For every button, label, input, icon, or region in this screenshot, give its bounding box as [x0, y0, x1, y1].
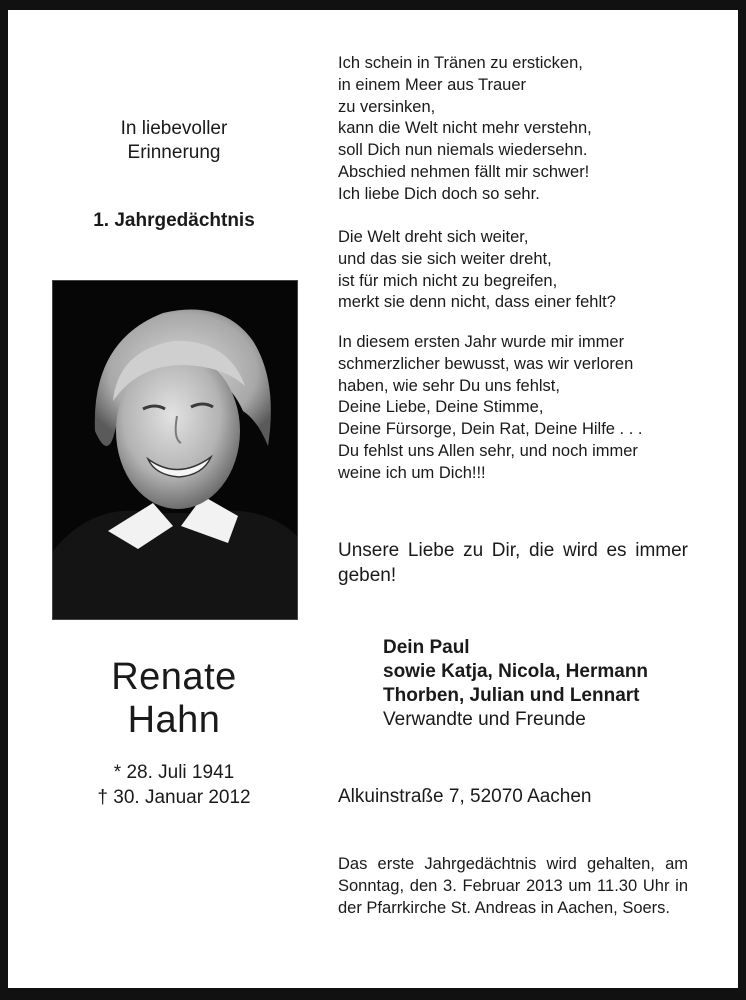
life-dates: [8, 760, 340, 810]
deceased-name: [8, 656, 340, 742]
intro-text: [8, 117, 340, 165]
anniversary-heading: 1. Jahrgedächtnis: [93, 210, 255, 231]
intro-line: Erinnerung: [127, 142, 221, 163]
signature-block: [383, 636, 713, 732]
poem-line: haben, wie sehr Du uns fehlst,: [338, 376, 560, 395]
intro-line: In liebevoller: [120, 118, 228, 139]
poem-stanza-2: [338, 227, 698, 314]
poem-line: merkt sie denn nicht, dass einer fehlt?: [338, 293, 616, 312]
poem-line: In diesem ersten Jahr wurde mir immer: [338, 333, 625, 351]
signature-relatives: Verwandte und Freunde: [383, 709, 586, 730]
signature-line: Dein Paul: [383, 637, 470, 658]
family-address: Alkuinstraße 7, 52070 Aachen: [338, 786, 592, 807]
poem-line: Deine Fürsorge, Dein Rat, Deine Hilfe . . .: [338, 420, 643, 439]
signature-line: sowie Katja, Nicola, Hermann: [383, 661, 649, 682]
poem-line: schmerzlicher bewusst, was wir verloren: [338, 354, 634, 373]
poem-stanza-1: [338, 53, 698, 206]
poem-line: Deine Liebe, Deine Stimme,: [338, 398, 544, 417]
poem-line: soll Dich nun niemals wiedersehn.: [338, 141, 588, 160]
poem-line: zu versinken,: [338, 97, 436, 116]
memorial-notice: Das erste Jahrgedächtnis wird gehalten, am Sonntag, den 3. Februar 2013 um 11.30 Uhr in der Pfarrkirche St. Andreas in Aachen, Soers.: [338, 855, 688, 917]
poem-line: weine ich um Dich!!!: [338, 463, 486, 482]
first-name: Renate: [111, 656, 237, 698]
portrait-photo: [52, 280, 298, 620]
poem-stanza-3: [338, 332, 698, 485]
poem-line: ist für mich nicht zu begreifen,: [338, 271, 558, 290]
poem-line: kann die Welt nicht mehr verstehn,: [338, 119, 592, 138]
poem-line: Ich schein in Tränen zu ersticken,: [338, 54, 583, 72]
portrait-photo-icon: [53, 281, 297, 619]
poem-line: Ich liebe Dich doch so sehr.: [338, 184, 540, 203]
last-name: Hahn: [127, 699, 221, 741]
love-quote: Unsere Liebe zu Dir, die wird es immer geben!: [338, 540, 688, 586]
poem-line: und das sie sich weiter dreht,: [338, 249, 552, 268]
poem-line: Du fehlst uns Allen sehr, und noch immer: [338, 441, 638, 460]
poem-line: in einem Meer aus Trauer: [338, 75, 527, 94]
birth-date: * 28. Juli 1941: [113, 762, 235, 783]
poem-line: Die Welt dreht sich weiter,: [338, 228, 529, 246]
death-date: † 30. Januar 2012: [97, 787, 251, 808]
signature-line: Thorben, Julian und Lennart: [383, 685, 640, 706]
poem-line: Abschied nehmen fällt mir schwer!: [338, 162, 590, 181]
